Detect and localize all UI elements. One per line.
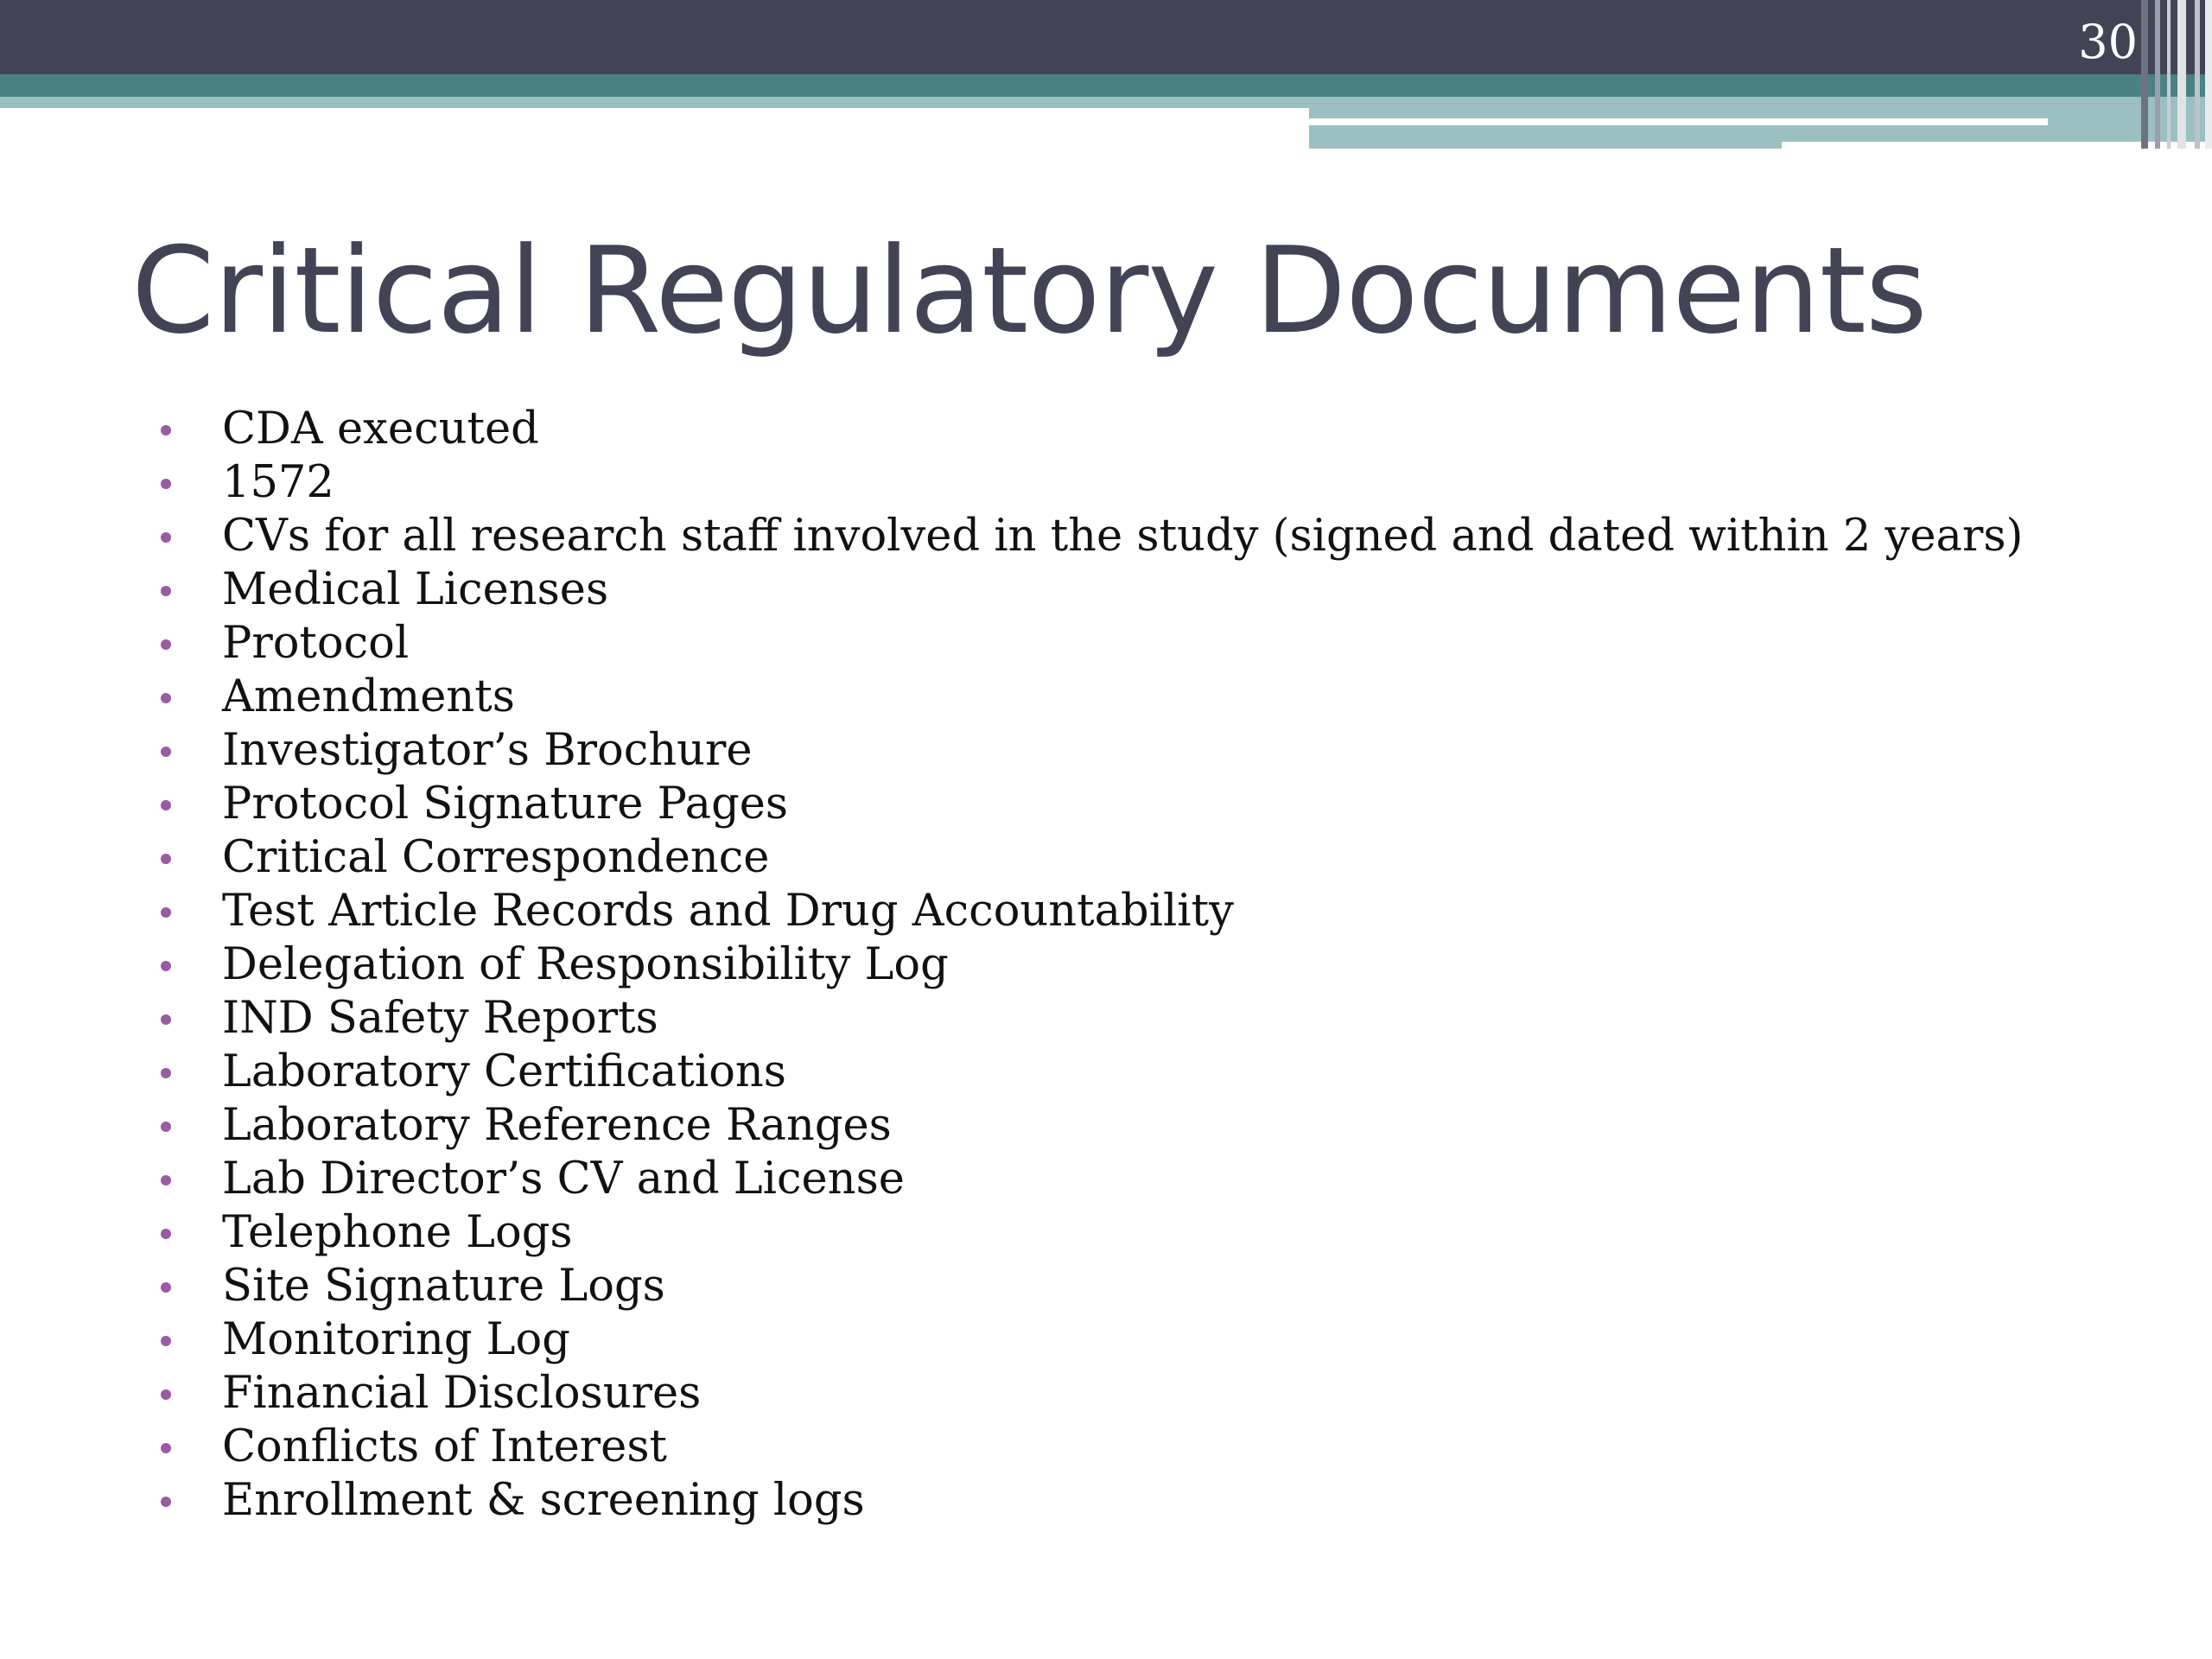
edge-stripe xyxy=(2141,0,2148,149)
list-item-text: Financial Disclosures xyxy=(222,1368,702,1419)
bullet-dot-icon xyxy=(161,1014,171,1025)
list-item xyxy=(156,724,2023,778)
list-item xyxy=(156,1153,2023,1206)
list-item xyxy=(156,778,2023,831)
list-item xyxy=(156,617,2023,671)
bullet-dot-icon xyxy=(161,693,171,703)
list-item-text: Conflicts of Interest xyxy=(222,1421,668,1472)
bullet-dot-icon xyxy=(161,425,171,435)
bullet-list xyxy=(156,403,2023,1528)
list-item xyxy=(156,1046,2023,1099)
bullet-dot-icon xyxy=(161,586,171,596)
bullet-dot-icon xyxy=(161,1389,171,1400)
list-item-text: Site Signature Logs xyxy=(222,1261,665,1312)
list-item xyxy=(156,1421,2023,1474)
header-accent-line xyxy=(1309,118,2048,125)
list-item-text: Telephone Logs xyxy=(222,1207,573,1258)
list-item-text: Protocol xyxy=(222,618,410,669)
list-item xyxy=(156,510,2023,563)
list-item-text: Laboratory Certifications xyxy=(222,1046,786,1097)
list-item-text: 1572 xyxy=(222,457,334,508)
slide-number: 30 xyxy=(2078,15,2138,69)
list-item xyxy=(156,671,2023,724)
bullet-dot-icon xyxy=(161,1175,171,1185)
list-item-text: Investigator’s Brochure xyxy=(222,725,753,776)
list-item-text: Test Article Records and Drug Accountability xyxy=(222,886,1234,937)
list-item-text: Lab Director’s CV and License xyxy=(222,1154,905,1205)
bullet-dot-icon xyxy=(161,907,171,918)
bullet-dot-icon xyxy=(161,1282,171,1293)
bullet-dot-icon xyxy=(161,639,171,650)
list-item xyxy=(156,885,2023,938)
list-item-text: CVs for all research staff involved in the study (signed and dated within 2 years) xyxy=(222,511,2024,562)
bullet-dot-icon xyxy=(161,479,171,489)
list-item xyxy=(156,1474,2023,1528)
list-item-text: Monitoring Log xyxy=(222,1314,570,1365)
list-item xyxy=(156,831,2023,885)
list-item-text: Delegation of Responsibility Log xyxy=(222,939,949,990)
list-item-text: Medical Licenses xyxy=(222,564,609,615)
bullet-dot-icon xyxy=(161,854,171,864)
list-item xyxy=(156,1313,2023,1367)
bullet-dot-icon xyxy=(161,1443,171,1453)
edge-stripe xyxy=(2205,0,2212,149)
list-item-text: Laboratory Reference Ranges xyxy=(222,1100,892,1151)
edge-stripe xyxy=(2155,0,2160,149)
list-item xyxy=(156,1367,2023,1421)
bullet-dot-icon xyxy=(161,961,171,971)
list-item xyxy=(156,1260,2023,1313)
list-item-text: IND Safety Reports xyxy=(222,993,658,1044)
bullet-dot-icon xyxy=(161,800,171,810)
list-item xyxy=(156,1206,2023,1260)
edge-stripe xyxy=(2167,0,2171,149)
bullet-dot-icon xyxy=(161,1122,171,1132)
list-item-text: Critical Correspondence xyxy=(222,832,770,883)
list-item-text: Protocol Signature Pages xyxy=(222,779,789,830)
list-item-text: CDA executed xyxy=(222,404,539,454)
bullet-dot-icon xyxy=(161,1336,171,1346)
list-item-text: Amendments xyxy=(222,671,515,722)
list-item xyxy=(156,456,2023,510)
list-item xyxy=(156,1099,2023,1153)
bullet-dot-icon xyxy=(161,1497,171,1507)
header-band-teal xyxy=(0,74,2212,97)
list-item-text: Enrollment & screening logs xyxy=(222,1475,865,1526)
bullet-dot-icon xyxy=(161,532,171,543)
header-band-dark xyxy=(0,0,2212,74)
slide-title: Critical Regulatory Documents xyxy=(131,221,1927,360)
header-band-light-left xyxy=(0,97,1309,108)
list-item xyxy=(156,938,2023,992)
bullet-dot-icon xyxy=(161,1068,171,1078)
list-item xyxy=(156,992,2023,1046)
bullet-dot-icon xyxy=(161,747,171,757)
edge-stripe xyxy=(2177,0,2186,149)
list-item xyxy=(156,403,2023,456)
edge-stripe xyxy=(2195,0,2200,149)
bullet-dot-icon xyxy=(161,1229,171,1239)
list-item xyxy=(156,563,2023,617)
